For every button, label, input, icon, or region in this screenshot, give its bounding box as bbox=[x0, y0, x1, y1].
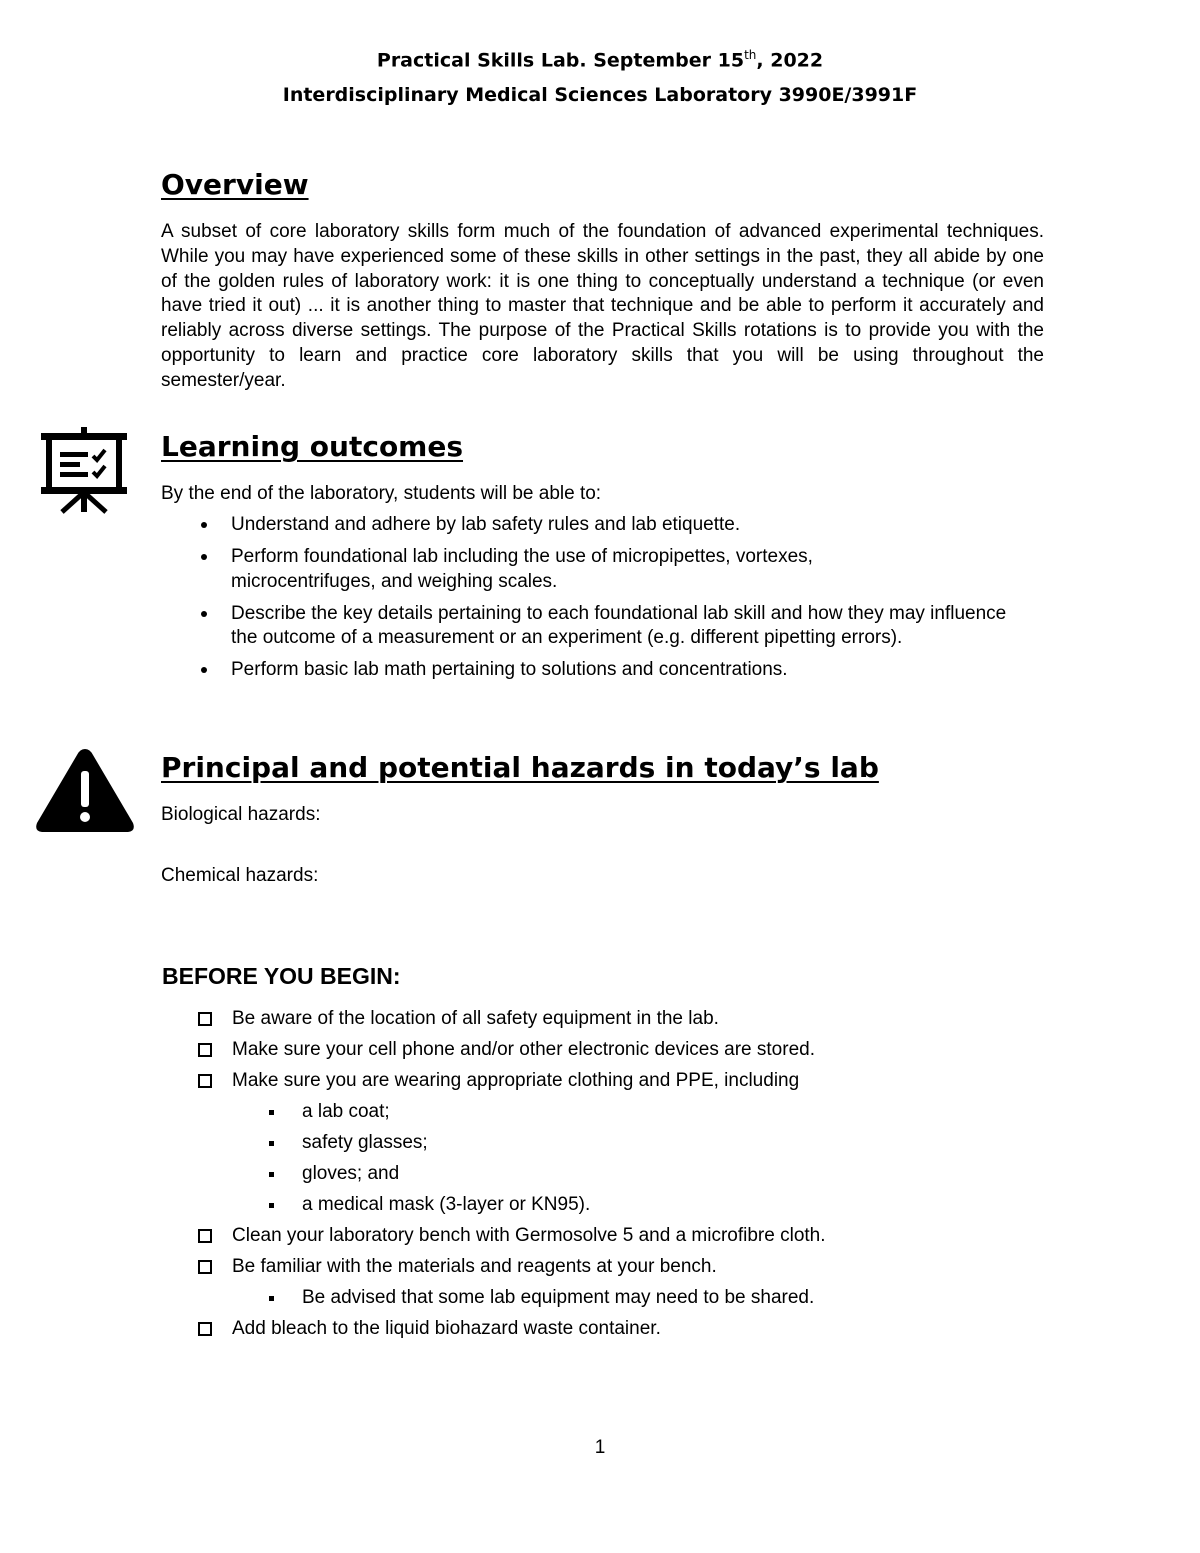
square-bullet-icon bbox=[269, 1172, 274, 1177]
list-item: Perform foundational lab including the use of micropipettes, vortexes, microcentrifuges, and weighing scales. bbox=[161, 545, 1044, 594]
learning-outcomes-heading: Learning outcomes bbox=[161, 430, 464, 463]
biological-hazards-label: Biological hazards: bbox=[161, 804, 321, 825]
document-title: Practical Skills Lab. September 15th, 2022 bbox=[376, 48, 824, 72]
before-you-begin-heading: BEFORE YOU BEGIN: bbox=[162, 963, 401, 989]
bullet-icon bbox=[201, 522, 207, 528]
learning-intro: By the end of the laboratory, students will be able to: bbox=[161, 483, 602, 504]
chemical-hazards-label: Chemical hazards: bbox=[161, 865, 319, 886]
page-number: 1 bbox=[594, 1437, 606, 1458]
bullet-icon bbox=[201, 611, 207, 617]
course-subtitle: Interdisciplinary Medical Sciences Laboratory 3990E/3991F bbox=[282, 84, 918, 106]
square-bullet-icon bbox=[269, 1110, 274, 1115]
checkbox-icon bbox=[198, 1074, 212, 1088]
overview-heading: Overview bbox=[161, 168, 309, 201]
warning-icon bbox=[32, 743, 138, 836]
presentation-board-icon bbox=[38, 424, 130, 514]
checkbox-icon bbox=[198, 1260, 212, 1274]
hazards-heading: Principal and potential hazards in today’s lab bbox=[161, 751, 879, 784]
checkbox-icon bbox=[198, 1229, 212, 1243]
list-item: Describe the key details pertaining to each foundational lab skill and how they may influence the outcome of a measurement or an experiment (e.g. different pipetting errors). bbox=[161, 602, 1044, 651]
square-bullet-icon bbox=[269, 1296, 274, 1301]
bullet-icon bbox=[201, 554, 207, 560]
list-item: Perform basic lab math pertaining to solutions and concentrations. bbox=[161, 658, 1044, 683]
bullet-icon bbox=[201, 667, 207, 673]
list-item: Understand and adhere by lab safety rules and lab etiquette. bbox=[161, 513, 1044, 538]
checkbox-icon bbox=[198, 1322, 212, 1336]
square-bullet-icon bbox=[269, 1203, 274, 1208]
checkbox-icon bbox=[198, 1012, 212, 1026]
overview-paragraph: A subset of core laboratory skills form much of the foundation of advanced experimental techniques. While you may have experienced some of these skills in other settings in the past, they all abide by one of the golden rules of laboratory work: it is one thing to conceptually understand a technique (or even have tried it out) ... it is another thing to master that technique and be able to perform it accurately and reliably across diverse settings. The purpose of the Practical Skills rotations is to provide you with the opportunity to learn and practice core laboratory skills that you will be using throughout the semester/year. bbox=[161, 221, 1044, 391]
checkbox-icon bbox=[198, 1043, 212, 1057]
learning-outcomes-list bbox=[161, 513, 1044, 690]
square-bullet-icon bbox=[269, 1141, 274, 1146]
document-page: Practical Skills Lab. September 15th, 2022 Interdisciplinary Medical Sciences Laboratory 3990E/3991F Overview A subset of core laboratory skills form much of the foundation of advanced experimental techniques. While you may have experienced some of these skills in other settings in the past, they all abide by one of the golden rules of laboratory work: it is one thing to conceptually understand a technique (or even have tried it out) ... it is another thing to master that technique and be able to perform it accurately and reliably across diverse settings. The purpose of the Practical Skills rotations is to provide you with the opportunity to learn and practice core laboratory skills that you will be using throughout the semester/year. Learning outcomes By the end of the laboratory, students will be able to: Understand and adhere by lab safety rules and lab etiquette. Perform foundational lab including the use of micropipettes, vortexes, microcentrifuges, and weighing scales. Describe the key details pertaining to each foundational lab skill and how they may influence the outcome of a measurement or an experiment (e.g. different pipetting errors). Perform basic lab math pertaining to solutions and concentrations. Principal and potential hazards in today’s lab Biological hazards: Chemical hazards: BEFORE YOU BEGIN: Be aware of the location of all safety equipment in the lab. Make sure your cell phone and/or other electronic devices are stored. Make sure you are wearing appropriate clothing and PPE, including a lab coat; safety glasses; gloves; and a medical mask (3-layer or KN95). Clean your laboratory bench with Germosolve 5 and a microfibre cloth. Be familiar with the materials and reagents at your bench. Be advised that some lab equipment may need to be shared. Add bleach to the liquid biohazard waste container. 1 bbox=[0, 0, 1200, 1553]
